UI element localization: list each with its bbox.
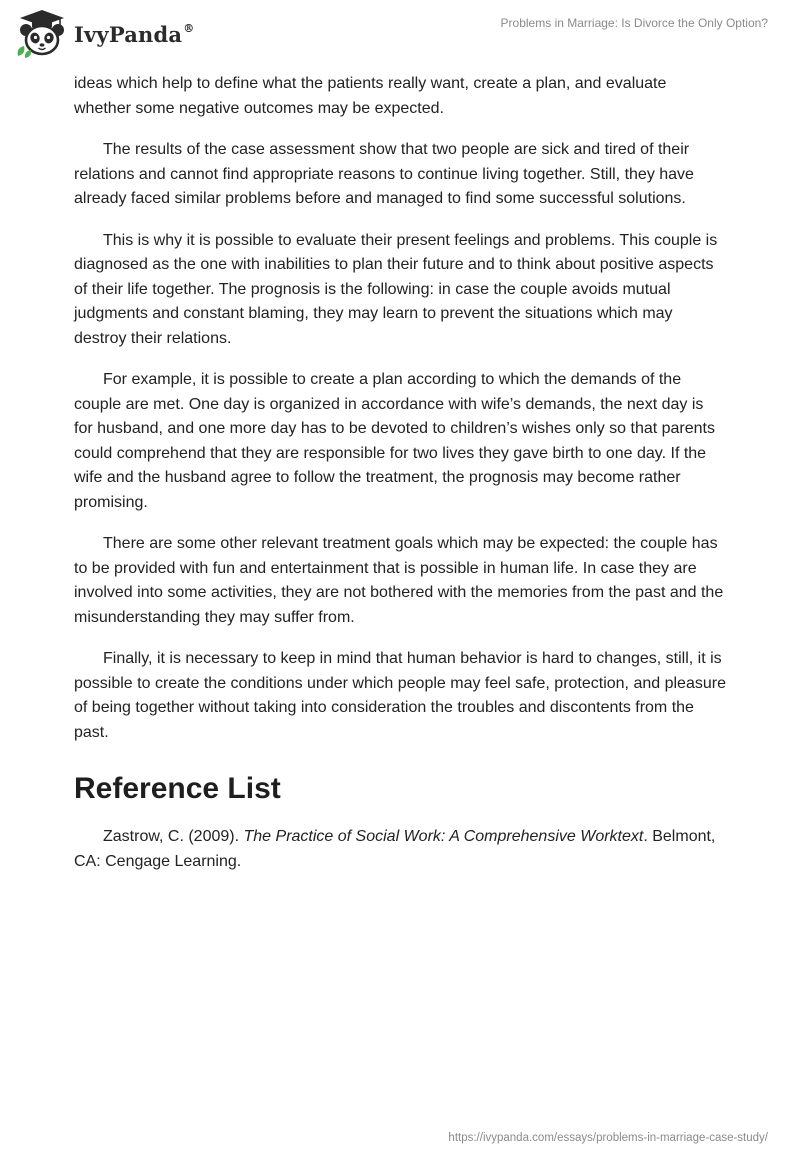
paragraph: This is why it is possible to evaluate their present feelings and problems. This couple is diagnosed as the one with inabilities to plan their future and to think about positive aspects of their life together. The prognosis is the following: in case the couple avoids mutual judgments and constant blaming, they may learn to prevent the situations which may destroy their relations. (74, 231, 718, 347)
paragraph: The results of the case assessment show that two people are sick and tired of their relations and cannot find appropriate reasons to continue living together. Still, they have already faced similar problems before and managed to find some successful solutions. (74, 141, 694, 207)
reference-title: The Practice of Social Work: A Comprehensive Worktext (243, 828, 644, 845)
paragraph: For example, it is possible to create a plan according to which the demands of the couple are met. One day is organized in accordance with wife’s demands, the next day is for husband, and one more day has to be devoted to children’s wishes only so that parents could comprehend that they are responsible for two lives they gave birth to one day. If the wife and the husband agree to follow the treatment, the prognosis may become rather promising. (74, 371, 715, 511)
panda-graduate-icon (14, 8, 70, 60)
paragraph: There are some other relevant treatment goals which may be expected: the couple has to be provided with fun and entertainment that is possible in human life. In case they are involved into some activities, they are not bothered with the memories from the past and the misunderstanding they may suffer from. (74, 535, 724, 626)
reference-publisher: . Belmont, CA: Cengage Learning. (74, 828, 716, 870)
paragraph: Finally, it is necessary to keep in mind that human behavior is hard to changes, still, it is possible to create the conditions under which people may feel safe, protection, and pleasure of being together without taking into consideration the troubles and discontents from the past. (74, 650, 726, 741)
essay-content (74, 72, 726, 891)
paragraph-continued: ideas which help to define what the patients really want, create a plan, and evaluate whether some negative outcomes may be expected. (74, 75, 667, 117)
logo-wordmark (74, 22, 194, 47)
reference-list-heading: Reference List (74, 772, 281, 805)
source-url[interactable]: https://ivypanda.com/essays/problems-in-marriage-case-study/ (448, 1132, 768, 1144)
ivypanda-logo[interactable] (14, 8, 194, 60)
document-title: Problems in Marriage: Is Divorce the Only Option? (500, 16, 768, 30)
registered-mark: ® (183, 21, 195, 35)
reference-entry (74, 825, 726, 874)
reference-author: Zastrow, C. (2009). (103, 828, 244, 845)
page-header (0, 0, 800, 70)
brand-name: IvyPanda (74, 21, 183, 47)
